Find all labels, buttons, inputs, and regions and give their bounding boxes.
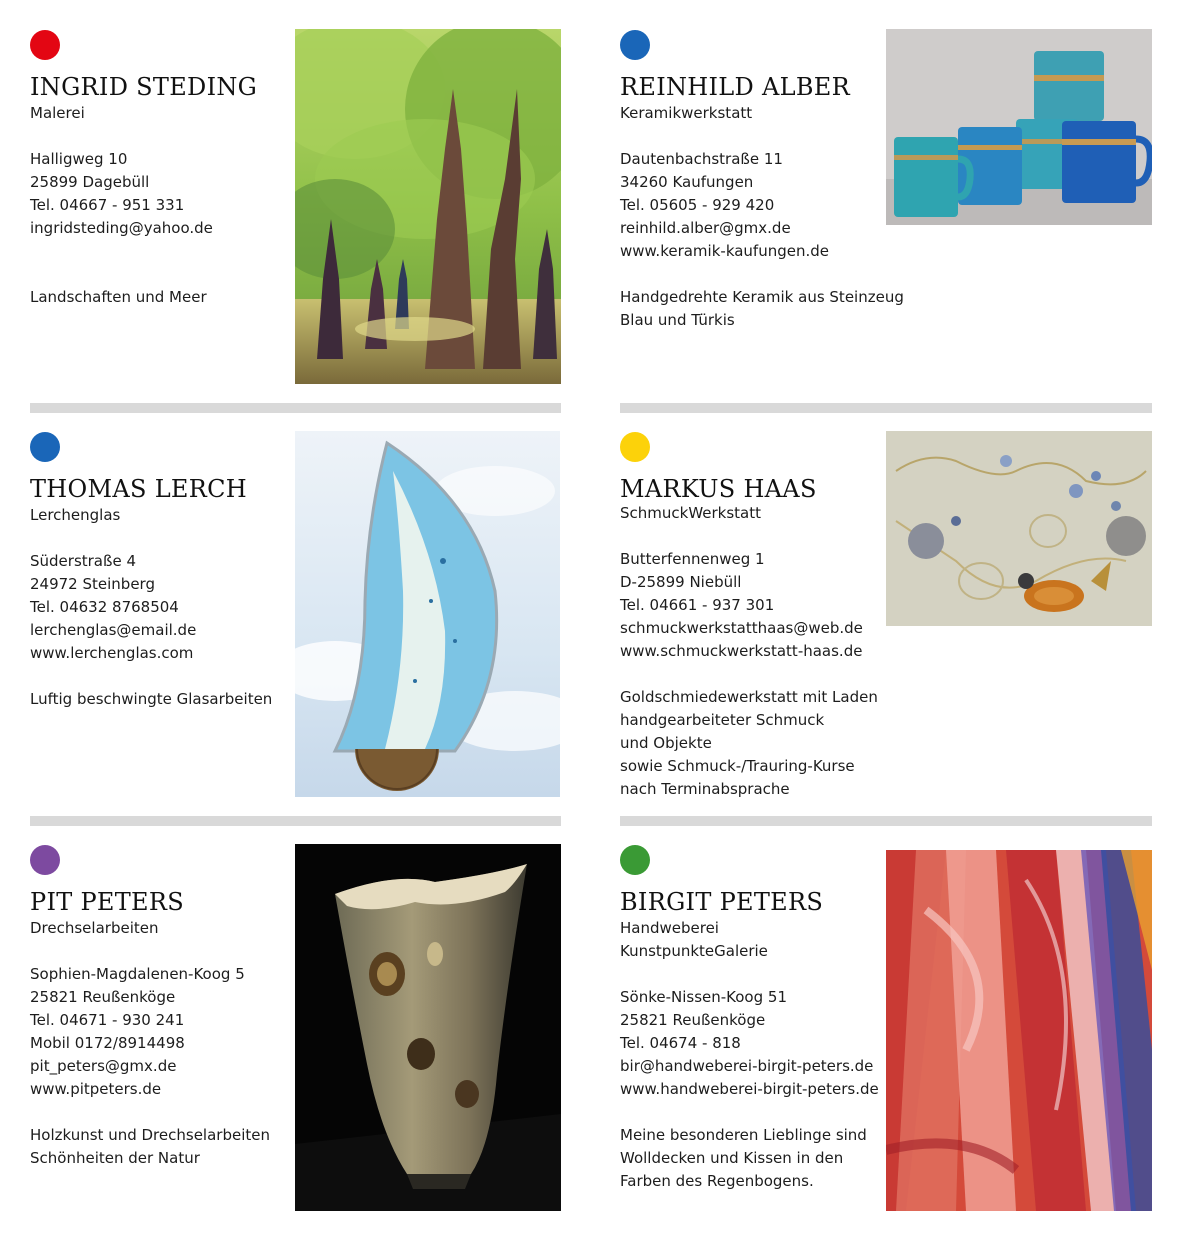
- info-line: Tel. 05605 - 929 420: [620, 196, 775, 214]
- blank-line: [30, 240, 213, 263]
- info-line: Handgedrehte Keramik aus Steinzeug: [620, 288, 904, 306]
- info-line: schmuckwerkstatthaas@web.de: [620, 619, 863, 637]
- divider: [620, 816, 1152, 826]
- info-line: bir@handweberei-birgit-peters.de: [620, 1057, 874, 1075]
- info-line: Tel. 04661 - 937 301: [620, 596, 775, 614]
- info-line: Dautenbachstraße 11: [620, 150, 783, 168]
- blank-line: [30, 125, 213, 148]
- info-line: Sophien-Magdalenen-Koog 5: [30, 965, 245, 983]
- glass-sail-photo: [295, 431, 560, 797]
- blue-dot-icon: [620, 30, 650, 60]
- blue-dot-icon: [30, 432, 60, 462]
- woven-blanket-photo: [886, 850, 1152, 1211]
- yellow-dot-icon: [620, 432, 650, 462]
- blank-line: [620, 1101, 879, 1124]
- info-line: Butterfennenweg 1: [620, 550, 765, 568]
- divider: [620, 403, 1152, 413]
- info-line: Malerei: [30, 104, 85, 122]
- info-line: Farben des Regenbogens.: [620, 1172, 814, 1190]
- info-line: Wolldecken und Kissen in den: [620, 1149, 844, 1167]
- info-line: 24972 Steinberg: [30, 575, 155, 593]
- info-line: 25899 Dagebüll: [30, 173, 150, 191]
- artist-info: [620, 502, 878, 801]
- artist-info: [30, 917, 270, 1170]
- info-line: Luftig beschwingte Glasarbeiten: [30, 690, 273, 708]
- blank-line: [30, 1101, 270, 1124]
- info-line: Landschaften und Meer: [30, 288, 207, 306]
- purple-dot-icon: [30, 845, 60, 875]
- info-line: www.lerchenglas.com: [30, 644, 194, 662]
- info-line: Tel. 04671 - 930 241: [30, 1011, 185, 1029]
- info-line: Lerchenglas: [30, 506, 121, 524]
- green-dot-icon: [620, 845, 650, 875]
- info-line: Tel. 04674 - 818: [620, 1034, 741, 1052]
- blank-line: [620, 263, 904, 286]
- info-line: nach Terminabsprache: [620, 780, 790, 798]
- info-line: Meine besonderen Lieblinge sind: [620, 1126, 867, 1144]
- artist-name: INGRID STEDING: [30, 73, 258, 101]
- info-line: www.handweberei-birgit-peters.de: [620, 1080, 879, 1098]
- jewelry-necklace-photo: [886, 431, 1152, 626]
- info-line: handgearbeiteter Schmuck: [620, 711, 825, 729]
- info-line: Holzkunst und Drechselarbeiten: [30, 1126, 270, 1144]
- info-line: Schönheiten der Natur: [30, 1149, 200, 1167]
- info-line: www.keramik-kaufungen.de: [620, 242, 830, 260]
- entry-reinhild-alber: [620, 30, 904, 390]
- blank-line: [30, 940, 270, 963]
- blank-line: [30, 263, 213, 286]
- info-line: www.pitpeters.de: [30, 1080, 162, 1098]
- info-line: Keramikwerkstatt: [620, 104, 753, 122]
- blank-line: [30, 527, 272, 550]
- red-dot-icon: [30, 30, 60, 60]
- wood-vase-photo: [295, 844, 561, 1211]
- info-line: Mobil 0172/8914498: [30, 1034, 185, 1052]
- artist-name: PIT PETERS: [30, 888, 184, 916]
- entry-birgit-peters: [620, 845, 890, 1215]
- info-line: sowie Schmuck-/Trauring-Kurse: [620, 757, 855, 775]
- entry-markus-haas: [620, 432, 890, 802]
- artist-name: MARKUS HAAS: [620, 475, 817, 503]
- painting-trees-photo: [295, 29, 561, 384]
- blank-line: [620, 963, 879, 986]
- info-line: Goldschmiedewerkstatt mit Laden: [620, 688, 878, 706]
- info-line: Halligweg 10: [30, 150, 128, 168]
- info-line: Tel. 04667 - 951 331: [30, 196, 185, 214]
- info-line: reinhild.alber@gmx.de: [620, 219, 791, 237]
- info-line: Handweberei: [620, 919, 719, 937]
- info-line: ingridsteding@yahoo.de: [30, 219, 213, 237]
- blank-line: [620, 525, 878, 548]
- artist-name: THOMAS LERCH: [30, 475, 248, 503]
- divider: [30, 403, 561, 413]
- info-line: Sönke-Nissen-Koog 51: [620, 988, 787, 1006]
- info-line: D-25899 Niebüll: [620, 573, 742, 591]
- blank-line: [620, 125, 904, 148]
- artist-info: [30, 504, 272, 711]
- ceramic-mugs-photo: [886, 29, 1152, 225]
- info-line: Drechselarbeiten: [30, 919, 159, 937]
- info-line: lerchenglas@email.de: [30, 621, 197, 639]
- info-line: 34260 Kaufungen: [620, 173, 754, 191]
- blank-line: [30, 665, 272, 688]
- artist-name: BIRGIT PETERS: [620, 888, 824, 916]
- info-line: www.schmuckwerkstatt-haas.de: [620, 642, 863, 660]
- blank-line: [620, 663, 878, 686]
- info-line: KunstpunkteGalerie: [620, 942, 768, 960]
- artist-name: REINHILD ALBER: [620, 73, 850, 101]
- info-line: pit_peters@gmx.de: [30, 1057, 177, 1075]
- info-line: Tel. 04632 8768504: [30, 598, 179, 616]
- entry-thomas-lerch: [30, 432, 290, 802]
- entry-pit-peters: [30, 845, 290, 1215]
- artist-info: [620, 102, 904, 332]
- info-line: Blau und Türkis: [620, 311, 735, 329]
- info-line: SchmuckWerkstatt: [620, 504, 762, 522]
- info-line: und Objekte: [620, 734, 712, 752]
- info-line: Süderstraße 4: [30, 552, 136, 570]
- info-line: 25821 Reußenköge: [30, 988, 176, 1006]
- info-line: 25821 Reußenköge: [620, 1011, 766, 1029]
- artist-info: [30, 102, 213, 309]
- divider: [30, 816, 561, 826]
- entry-ingrid-steding: [30, 30, 290, 390]
- artist-info: [620, 917, 879, 1193]
